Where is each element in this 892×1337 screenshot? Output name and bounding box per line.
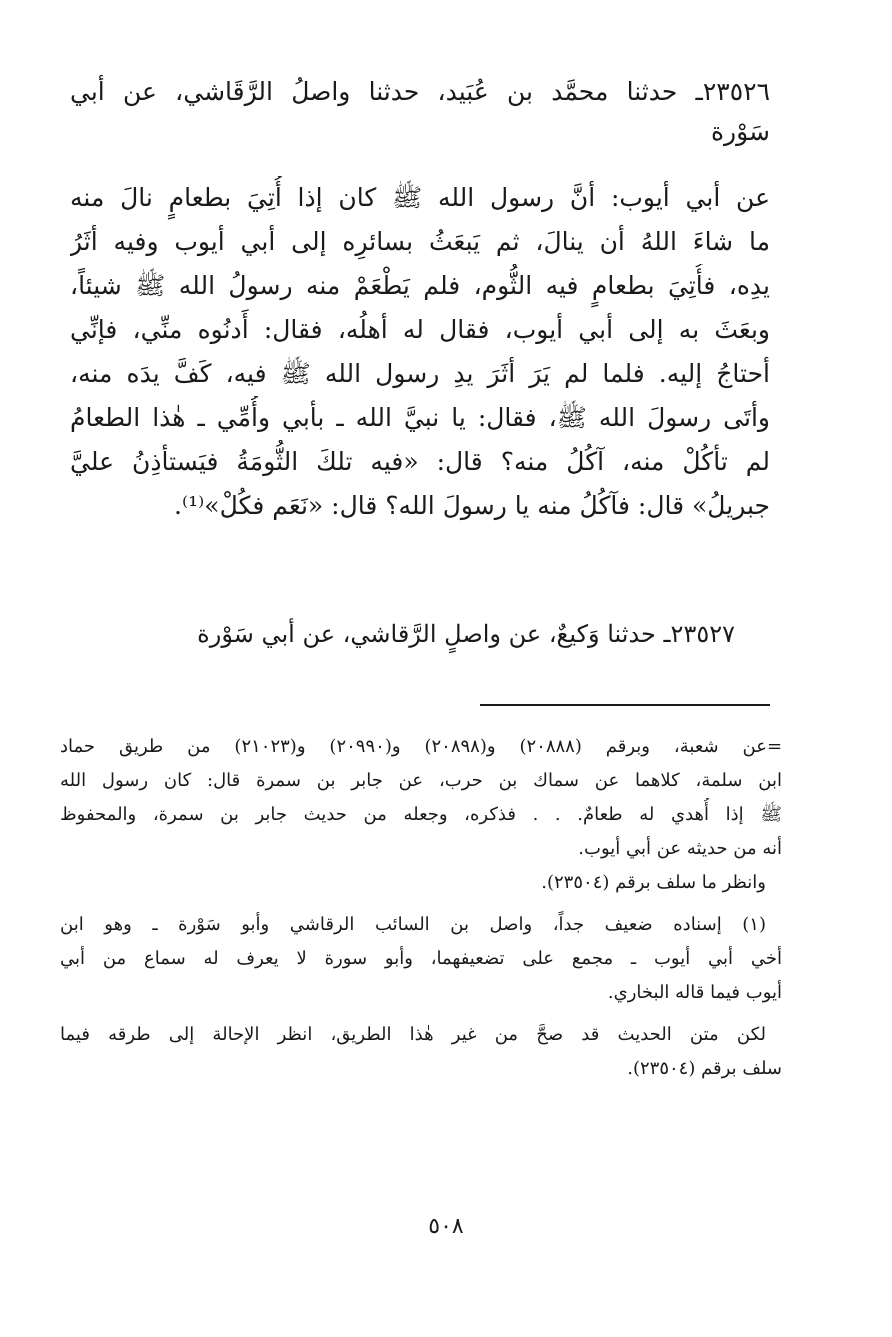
- text-line: لم تأكُلْ منه، آكُلُ منه؟ قال: «فيه تلكَ الثُّومَةُ فيَستأذِنُ عليَّ: [70, 447, 770, 476]
- spacer: [60, 1010, 782, 1018]
- footnote-1-extra: [60, 1018, 782, 1086]
- footnotes: [60, 730, 782, 1086]
- text-line: وأتَى رسولَ الله ﷺ، فقال: يا نبيَّ الله ـ بأبي وأُمِّي ـ هٰذا الطعامُ: [70, 403, 770, 432]
- hadith-23526-matn: [70, 176, 770, 528]
- footnote-line: (١) إسناده ضعيف جداً، واصل بن السائب الرقاشي وأبو سَوْرة ـ وهو ابن: [60, 914, 766, 935]
- footnote-line: لكن متن الحديث قد صحَّ من غير هٰذا الطريق، انظر الإحالة إلى طرقه فيما: [60, 1024, 766, 1045]
- footnote-see-also: وانظر ما سلف برقم (٢٣٥٠٤).: [541, 872, 766, 893]
- footnote-separator: [480, 704, 770, 706]
- text-line: جبريلُ» قال: فآكُلُ منه يا رسولَ الله؟ قال: «نَعَم فكُلْ»⁽¹⁾.: [174, 491, 770, 520]
- text-line: ٢٣٥٢٦ـ حدثنا محمَّد بن عُبَيد، حدثنا واصلُ الرَّقَاشي، عن أبي: [70, 77, 770, 106]
- hadith-23527-isnad: ٢٣٥٢٧ـ حدثنا وَكيعٌ، عن واصلٍ الرَّقاشي، عن أبي سَوْرة: [197, 620, 735, 648]
- spacer: [60, 900, 782, 908]
- footnote-1: [60, 908, 782, 1010]
- text-line: وبعَثَ به إلى أبي أيوب، فقال له أهلُه، فقال: أَدنُوه منِّي، فإنِّي: [70, 315, 770, 344]
- footnote-line: أيوب فيما قاله البخاري.: [607, 982, 782, 1003]
- footnote-line: ﷺ إذا أُهدي له طعامٌ. . . فذكره، وجعله من حديث جابر بن سمرة، والمحفوظ: [60, 804, 782, 825]
- footnote-line: ابن سلمة، كلاهما عن سماك بن حرب، عن جابر بن سمرة قال: كان رسول الله: [60, 770, 782, 791]
- text-line: سَوْرة: [710, 117, 770, 146]
- footnote-line: سلف برقم (٢٣٥٠٤).: [627, 1058, 782, 1079]
- footnote-line: =عن شعبة، وبرقم (٢٠٨٨٨) و(٢٠٨٩٨) و(٢٠٩٩٠) و(٢١٠٢٣) من طريق حماد: [60, 736, 782, 757]
- footnote-line: أنه من حديثه عن أبي أيوب.: [578, 838, 782, 859]
- hadith-23526-isnad: [70, 72, 770, 152]
- text-line: عن أبي أيوب: أنَّ رسول الله ﷺ كان إذا أُتِيَ بطعامٍ نالَ منه: [70, 183, 770, 212]
- text-line: ما شاءَ اللهُ أن ينالَ، ثم يَبعَثُ بسائرِه إلى أبي أيوب وفيه أثَرُ: [70, 227, 770, 256]
- text-line: يدِه، فأُتِيَ بطعامٍ فيه الثُّوم، فلم يَطْعَمْ منه رسولُ الله ﷺ شيئاً،: [70, 271, 770, 300]
- text-line: أحتاجُ إليه. فلما لم يَرَ أثَرَ يدِ رسول الله ﷺ فيه، كَفَّ يدَه منه،: [70, 359, 770, 388]
- page-number: ٥٠٨: [428, 1214, 464, 1239]
- footnote-continuation: [60, 730, 782, 900]
- footnote-line: أخي أبي أيوب ـ مجمع على تضعيفهما، وأبو سورة لا يعرف له سماع من أبي: [60, 948, 782, 969]
